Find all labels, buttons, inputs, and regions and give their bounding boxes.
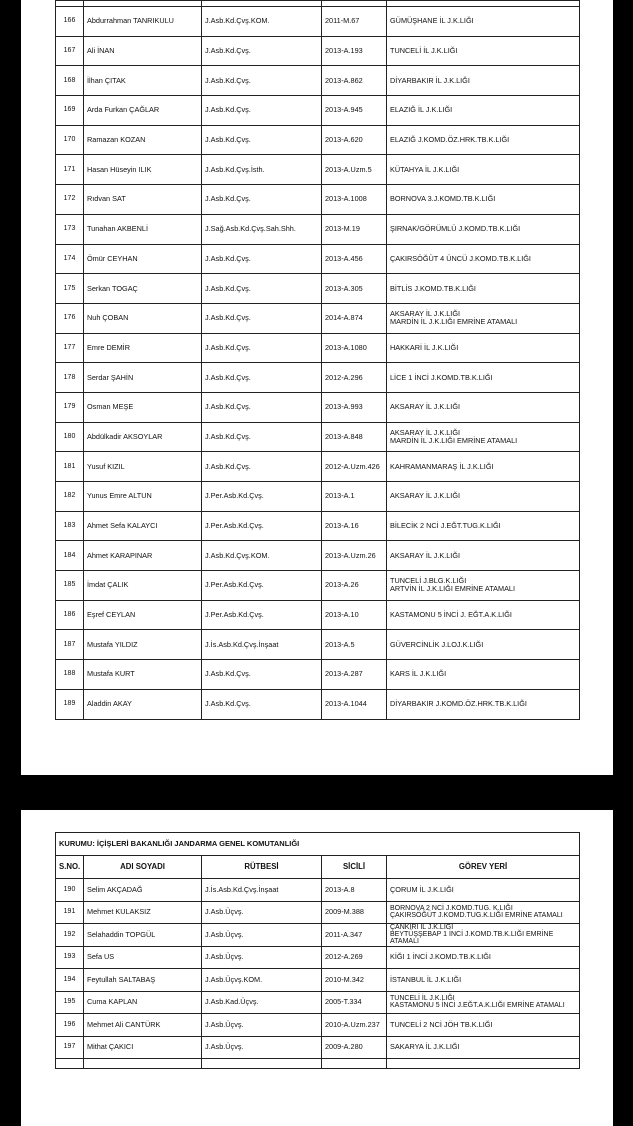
cell-no: 193 (56, 946, 84, 969)
cell-registry: 2012-A.296 (322, 363, 387, 393)
cell-no: 181 (56, 452, 84, 482)
cell-name: Mustafa KURT (84, 660, 202, 690)
cell-rank: J.Asb.Üçvş. (202, 946, 322, 969)
cell-place: HAKKARİ İL J.K.LIĞI (387, 333, 580, 363)
cell-place (387, 901, 580, 924)
cell-name: İlhan ÇITAK (84, 66, 202, 96)
cell-place (387, 991, 580, 1014)
cell-name: İmdat ÇALIK (84, 571, 202, 601)
cell-no: 167 (56, 36, 84, 66)
document-page-1 (21, 0, 613, 775)
cell-name: Serkan TOGAÇ (84, 274, 202, 304)
table-row (56, 991, 580, 1014)
cell-place: İSTANBUL İL J.K.LIĞI (387, 969, 580, 992)
place-line-1: AKSARAY İL J.K.LIĞI (390, 309, 461, 319)
table-row (56, 66, 580, 96)
cell-place (387, 571, 580, 601)
table-row (56, 482, 580, 512)
cell-rank: J.Per.Asb.Kd.Çvş. (202, 571, 322, 601)
cell-place: ELAZIĞ İL J.K.LIĞI (387, 96, 580, 126)
cell-no: 168 (56, 66, 84, 96)
cell-registry: 2014-A.874 (322, 303, 387, 333)
cell-name: Yusuf KIZIL (84, 452, 202, 482)
cell-no: 173 (56, 214, 84, 244)
personnel-table-page-2 (55, 832, 580, 1069)
cell-name: Yunus Emre ALTUN (84, 482, 202, 512)
place-line-2: ÇAKIRSÖĞÜT J.KOMD.TUG.K.LIĞI EMRİNE ATAMALI (390, 912, 563, 920)
cell-name: Eşref CEYLAN (84, 600, 202, 630)
cell-rank: J.Asb.Kd.Çvş.KOM. (202, 541, 322, 571)
cell-rank: J.Asb.Kd.Çvş. (202, 363, 322, 393)
cell-no: 175 (56, 274, 84, 304)
cell-registry: 2011-A.347 (322, 924, 387, 947)
cell-registry: 2013-A.8 (322, 879, 387, 902)
personnel-table-page-1 (55, 0, 580, 720)
cell-rank: J.Asb.Kd.Çvş. (202, 392, 322, 422)
cell-place (387, 422, 580, 452)
cell-no: 182 (56, 482, 84, 512)
cell-registry: 2013-A.993 (322, 392, 387, 422)
table-row (56, 969, 580, 992)
cell-no: 192 (56, 924, 84, 947)
table-row (56, 214, 580, 244)
cell-place: GÜMÜŞHANE İL J.K.LIĞI (387, 7, 580, 37)
place-line-1: AKSARAY İL J.K.LIĞI (390, 427, 461, 437)
cell-no: 170 (56, 125, 84, 155)
cell-rank: J.Asb.Kad.Üçvş. (202, 991, 322, 1014)
cell-registry: 2005-T.334 (322, 991, 387, 1014)
cell-rank: J.Asb.Kd.Çvş. (202, 422, 322, 452)
cell-registry: 2013-A.26 (322, 571, 387, 601)
cell-no: 188 (56, 660, 84, 690)
table-header-row (56, 856, 580, 879)
cell-name: Selim AKÇADAĞ (84, 879, 202, 902)
cell-registry: 2013-A.848 (322, 422, 387, 452)
cell-no: 184 (56, 541, 84, 571)
cell-rank: J.Asb.Kd.Çvş. (202, 333, 322, 363)
cell-name: Ahmet Sefa KALAYCI (84, 511, 202, 541)
table-row (56, 422, 580, 452)
cell-registry: 2013-A.1 (322, 482, 387, 512)
table-row (56, 274, 580, 304)
table-row (56, 244, 580, 274)
table-row (56, 96, 580, 126)
cell-rank: J.Asb.Kd.Çvş. (202, 660, 322, 690)
place-line-1: BORNOVA 2 NCİ J.KOMD.TUG. K.LIĞI (390, 905, 513, 913)
table-row (56, 125, 580, 155)
cell-place: ÇORUM İL J.K.LIĞI (387, 879, 580, 902)
cell-name: Feytullah SALTABAŞ (84, 969, 202, 992)
cell-registry: 2013-A.456 (322, 244, 387, 274)
cell-name: Mehmet KULAKSIZ (84, 901, 202, 924)
cell-no: 194 (56, 969, 84, 992)
cell-name: Cuma KAPLAN (84, 991, 202, 1014)
cell-name: Hasan Hüseyin ILIK (84, 155, 202, 185)
cell-name: Osman MEŞE (84, 392, 202, 422)
table-row (56, 452, 580, 482)
cell-name: Aladdin AKAY (84, 689, 202, 719)
cell-name: Serdar ŞAHİN (84, 363, 202, 393)
table-row (56, 1014, 580, 1037)
cell-rank: J.Asb.Kd.Çvş. (202, 96, 322, 126)
table-row (56, 630, 580, 660)
cell-registry: 2013-A.5 (322, 630, 387, 660)
cell-name: Sefa US (84, 946, 202, 969)
table-row (56, 600, 580, 630)
table-row (56, 946, 580, 969)
cell-registry: 2013-A.305 (322, 274, 387, 304)
cell-no: 191 (56, 901, 84, 924)
table-row (56, 660, 580, 690)
cell-name: Abdülkadir AKSOYLAR (84, 422, 202, 452)
header-place: GÖREV YERİ (387, 856, 580, 879)
cell-no: 189 (56, 689, 84, 719)
cell-registry: 2013-A.862 (322, 66, 387, 96)
cell-no: 169 (56, 96, 84, 126)
cell-rank: J.Asb.Üçvş. (202, 1036, 322, 1059)
cell-place: ELAZIĞ J.KOMD.ÖZ.HRK.TB.K.LIĞI (387, 125, 580, 155)
cell-place: BORNOVA 3.J.KOMD.TB.K.LIĞI (387, 185, 580, 215)
cell-name: Mustafa YILDIZ (84, 630, 202, 660)
cell-rank: J.Asb.Kd.Çvş. (202, 66, 322, 96)
header-name: ADI SOYADI (84, 856, 202, 879)
cell-name: Tunahan AKBENLİ (84, 214, 202, 244)
cell-rank: J.İs.Asb.Kd.Çvş.İnşaat (202, 879, 322, 902)
cell-place: KÜTAHYA İL J.K.LIĞI (387, 155, 580, 185)
cell-rank: J.Asb.Üçvş. (202, 901, 322, 924)
cell-empty (322, 1059, 387, 1069)
cell-no: 183 (56, 511, 84, 541)
cell-registry: 2010-M.342 (322, 969, 387, 992)
cell-registry: 2009-M.388 (322, 901, 387, 924)
place-line-2: KASTAMONU 5 İNCİ J.EĞT.A.K.LIĞI EMRİNE ATAMALI (390, 1002, 565, 1010)
header-no: S.NO. (56, 856, 84, 879)
cell-no: 186 (56, 600, 84, 630)
cell-name: Ali İNAN (84, 36, 202, 66)
cell-no: 195 (56, 991, 84, 1014)
cell-no: 172 (56, 185, 84, 215)
cell-rank: J.Asb.Kd.Çvş. (202, 452, 322, 482)
cell-place: DİYARBAKIR İL J.K.LIĞI (387, 66, 580, 96)
cell-registry: 2009-A.280 (322, 1036, 387, 1059)
cell-registry: 2013-A.1044 (322, 689, 387, 719)
cell-registry: 2013-A.193 (322, 36, 387, 66)
cell-rank: J.Asb.Kd.Çvş. (202, 274, 322, 304)
cell-rank: J.Sağ.Asb.Kd.Çvş.Sah.Shh. (202, 214, 322, 244)
institution-row (56, 833, 580, 856)
cell-place: TUNCELİ İL J.K.LIĞI (387, 36, 580, 66)
table-row (56, 185, 580, 215)
table-row (56, 689, 580, 719)
cell-rank: J.Asb.Kd.Çvş.KOM. (202, 7, 322, 37)
table-row (56, 303, 580, 333)
place-line-2: BEYTÜŞŞEBAP 1 İNCİ J.KOMD.TB.K.LIĞI EMRİNE ATAMALI (390, 931, 554, 946)
cell-registry: 2012-A.Uzm.426 (322, 452, 387, 482)
table-row (56, 924, 580, 947)
table-row (56, 1036, 580, 1059)
cell-rank: J.Per.Asb.Kd.Çvş. (202, 511, 322, 541)
cell-name: Arda Furkan ÇAĞLAR (84, 96, 202, 126)
cell-registry: 2013-A.620 (322, 125, 387, 155)
cell-no: 180 (56, 422, 84, 452)
cell-name: Rıdvan SAT (84, 185, 202, 215)
cell-no: 176 (56, 303, 84, 333)
cell-no: 171 (56, 155, 84, 185)
place-line-1: TUNCELİ J.BLG.K.LIĞI (390, 576, 467, 586)
cell-name: Mithat ÇAKICI (84, 1036, 202, 1059)
cell-registry: 2013-M.19 (322, 214, 387, 244)
cell-name: Mehmet Ali CANTÜRK (84, 1014, 202, 1037)
cell-place: KAHRAMANMARAŞ İL J.K.LIĞI (387, 452, 580, 482)
cell-rank: J.Asb.Kd.Çvş. (202, 36, 322, 66)
cell-name: Emre DEMİR (84, 333, 202, 363)
cell-no: 185 (56, 571, 84, 601)
cell-no: 178 (56, 363, 84, 393)
cell-rank: J.Asb.Kd.Çvş. (202, 689, 322, 719)
cell-registry: 2013-A.1008 (322, 185, 387, 215)
cell-rank: J.Asb.Kd.Çvş. (202, 244, 322, 274)
cell-place: KARS İL J.K.LIĞI (387, 660, 580, 690)
cell-place: GÜVERCİNLİK J.LOJ.K.LIĞI (387, 630, 580, 660)
cell-no: 196 (56, 1014, 84, 1037)
cell-place: AKSARAY İL J.K.LIĞI (387, 392, 580, 422)
cell-empty (387, 1059, 580, 1069)
cell-registry: 2013-A.287 (322, 660, 387, 690)
cell-registry: 2013-A.945 (322, 96, 387, 126)
cell-name: Ramazan KOZAN (84, 125, 202, 155)
cell-no: 177 (56, 333, 84, 363)
table-row-partial (56, 1059, 580, 1069)
cell-place: KİĞI 1 İNCİ J.KOMD.TB.K.LIĞI (387, 946, 580, 969)
cell-place: LİCE 1 İNCİ J.KOMD.TB.K.LIĞI (387, 363, 580, 393)
table-row (56, 363, 580, 393)
cell-name: Nuh ÇOBAN (84, 303, 202, 333)
table-row (56, 571, 580, 601)
cell-no: 197 (56, 1036, 84, 1059)
cell-place (387, 303, 580, 333)
cell-rank: J.Asb.Üçvş.KOM. (202, 969, 322, 992)
cell-rank: J.İs.Asb.Kd.Çvş.İnşaat (202, 630, 322, 660)
header-registry: SİCİLİ (322, 856, 387, 879)
place-line-2: MARDİN İL J.K.LIĞI EMRİNE ATAMALI (390, 435, 518, 445)
cell-empty (56, 1059, 84, 1069)
table-row (56, 901, 580, 924)
document-page-2 (21, 810, 613, 1126)
cell-no: 179 (56, 392, 84, 422)
table-row (56, 333, 580, 363)
table-row (56, 511, 580, 541)
cell-registry: 2013-A.Uzm.26 (322, 541, 387, 571)
institution-title: KURUMU: İÇİŞLERİ BAKANLIĞI JANDARMA GENEL KOMUTANLIĞI (56, 833, 580, 856)
cell-place: AKSARAY İL J.K.LIĞI (387, 482, 580, 512)
cell-place: ÇAKIRSÖĞÜT 4 ÜNCÜ J.KOMD.TB.K.LIĞI (387, 244, 580, 274)
cell-place: DİYARBAKIR J.KOMD.ÖZ.HRK.TB.K.LIĞI (387, 689, 580, 719)
header-rank: RÜTBESİ (202, 856, 322, 879)
cell-name: Ahmet KARAPINAR (84, 541, 202, 571)
cell-place: BİTLİS J.KOMD.TB.K.LIĞI (387, 274, 580, 304)
cell-place: BİLECİK 2 NCİ J.EĞT.TUG.K.LIĞI (387, 511, 580, 541)
table-row (56, 392, 580, 422)
place-line-2: MARDİN İL J.K.LIĞI EMRİNE ATAMALI (390, 317, 518, 327)
cell-name: Abdurrahman TANRIKULU (84, 7, 202, 37)
cell-no: 166 (56, 7, 84, 37)
table-row (56, 36, 580, 66)
cell-rank: J.Asb.Üçvş. (202, 1014, 322, 1037)
table-row (56, 155, 580, 185)
cell-rank: J.Asb.Üçvş. (202, 924, 322, 947)
cell-rank: J.Asb.Kd.Çvş. (202, 185, 322, 215)
cell-name: Ömür CEYHAN (84, 244, 202, 274)
cell-no: 174 (56, 244, 84, 274)
cell-place: SAKARYA İL J.K.LIĞI (387, 1036, 580, 1059)
cell-rank: J.Per.Asb.Kd.Çvş. (202, 482, 322, 512)
cell-no: 190 (56, 879, 84, 902)
cell-rank: J.Asb.Kd.Çvş. (202, 303, 322, 333)
cell-registry: 2013-A.10 (322, 600, 387, 630)
cell-rank: J.Asb.Kd.Çvş. (202, 125, 322, 155)
place-line-1: ÇANKIRI İL J.K.LIĞI (390, 924, 454, 932)
table-row (56, 7, 580, 37)
cell-place: KASTAMONU 5 İNCİ J. EĞT.A.K.LIĞI (387, 600, 580, 630)
cell-name: Selahaddin TOPGÜL (84, 924, 202, 947)
place-line-2: ARTVİN İL J.K.LIĞI EMRİNE ATAMALI (390, 584, 516, 594)
cell-place: AKSARAY İL J.K.LIĞI (387, 541, 580, 571)
cell-empty (84, 1059, 202, 1069)
cell-rank: J.Per.Asb.Kd.Çvş. (202, 600, 322, 630)
cell-registry: 2013-A.Uzm.5 (322, 155, 387, 185)
cell-registry: 2010-A.Uzm.237 (322, 1014, 387, 1037)
cell-registry: 2013-A.1080 (322, 333, 387, 363)
cell-no: 187 (56, 630, 84, 660)
cell-registry: 2011-M.67 (322, 7, 387, 37)
cell-registry: 2012-A.269 (322, 946, 387, 969)
cell-place: ŞIRNAK/GÖRÜMLÜ J.KOMD.TB.K.LIĞI (387, 214, 580, 244)
cell-empty (202, 1059, 322, 1069)
cell-rank: J.Asb.Kd.Çvş.İsth. (202, 155, 322, 185)
cell-place: TUNCELİ 2 NCİ JÖH TB.K.LIĞI (387, 1014, 580, 1037)
table-row (56, 879, 580, 902)
cell-registry: 2013-A.16 (322, 511, 387, 541)
cell-place (387, 924, 580, 947)
table-row (56, 541, 580, 571)
place-line-1: TUNCELİ İL J.K.LIĞI (390, 995, 455, 1003)
